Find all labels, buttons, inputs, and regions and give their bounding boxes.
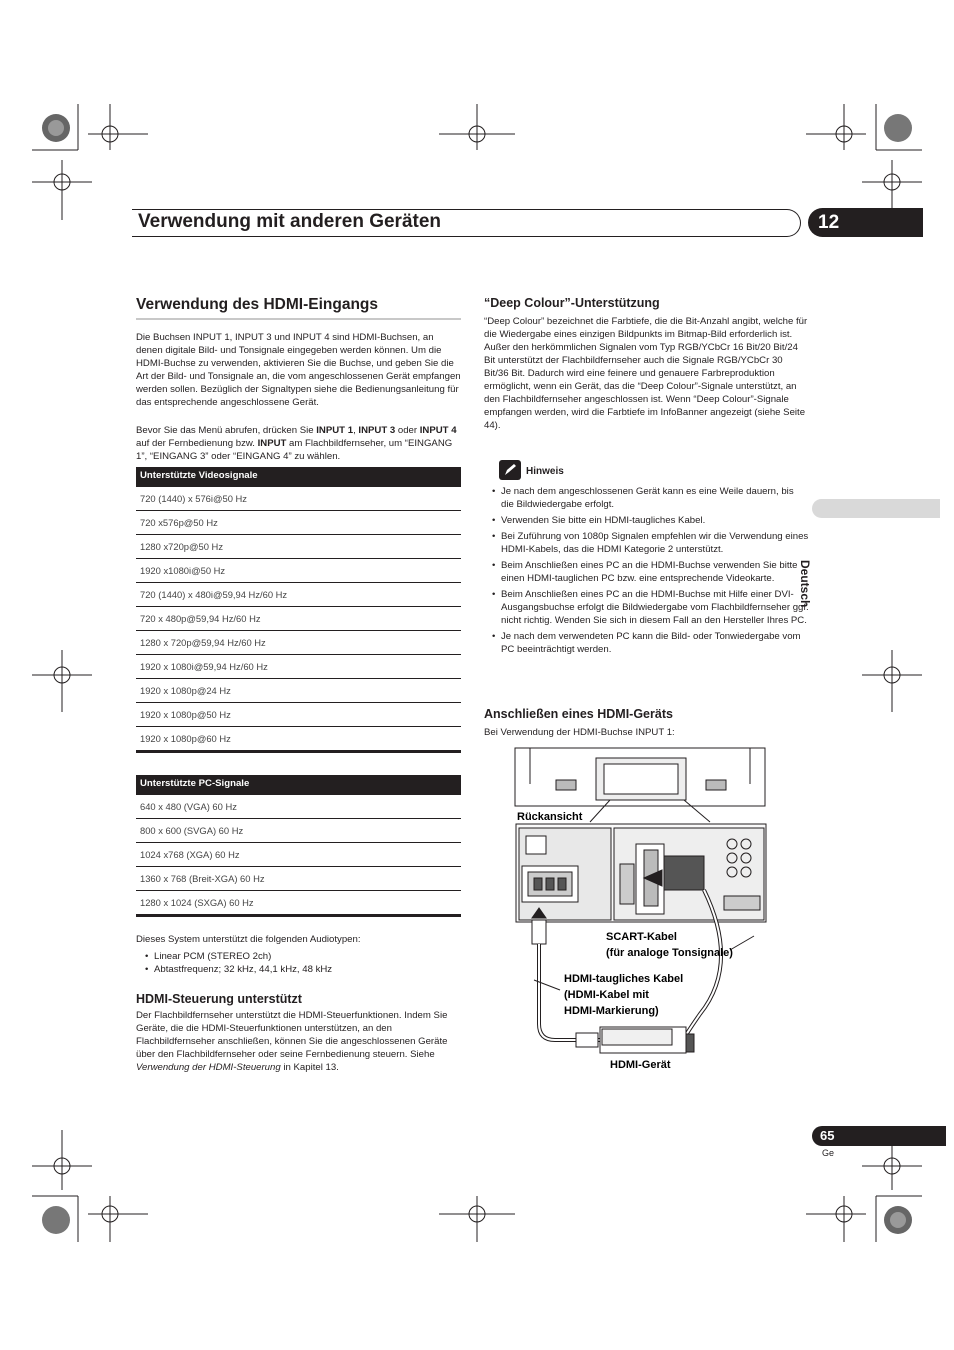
hdmi-cable-label: HDMI-taugliches Kabel xyxy=(564,973,684,985)
table-row: 800 x 600 (SVGA) 60 Hz xyxy=(136,819,461,843)
table-row: 640 x 480 (VGA) 60 Hz xyxy=(136,795,461,819)
hdmi-control-paragraph: Der Flachbildfernseher unterstützt die HDMI-Steuerfunktionen. Indem Sie Geräte, die die HDMI-Steuerfunktionen unterstützen, an den Flachbildfernseher anschließen, können Sie die angeschlossenen Geräte über den Flachbildfernseher oder seine Fernbedienung steuern. Siehe Verwendung der HDMI-Steuerung in Kapitel 13. xyxy=(136,1010,448,1073)
list-item: • Je nach dem verwendeten PC kann die Bild- oder Tonwiedergabe vom PC beeinträchtigt werden. xyxy=(484,630,809,656)
scart-cable-note: (für analoge Tonsignale) xyxy=(606,947,733,959)
intro-paragraph: Die Buchsen INPUT 1, INPUT 3 und INPUT 4 sind HDMI-Buchsen, an denen digitale Bild- und Tonsignale eingegeben werden können. Um die HDMI-Buchse zu verwenden, aktivieren Sie die Buchse, und geben Sie die Art der Bild- und Tonsignale an, die vom angeschlossenen Gerät empfangen werden sollen. Bezüglich der Signaltypen siehe die Bedienungsanleitung für das entsprechende angeschlossene Gerät. xyxy=(136,332,461,408)
audio-intro: Dieses System unterstützt die folgenden Audiotypen: xyxy=(136,934,361,945)
language-tab xyxy=(812,499,940,518)
scart-cable-label: SCART-Kabel xyxy=(606,931,677,943)
note-list xyxy=(484,485,809,656)
table-row: 1920 x 1080p@50 Hz xyxy=(136,703,461,727)
table-row: 1280 x720p@50 Hz xyxy=(136,535,461,559)
list-item: • Linear PCM (STEREO 2ch) xyxy=(137,950,462,963)
video-signals-table xyxy=(136,467,461,753)
table-row: 720 (1440) x 480i@59,94 Hz/60 Hz xyxy=(136,583,461,607)
pc-signals-table xyxy=(136,775,461,917)
list-item: • Beim Anschließen eines PC an die HDMI-Buchse mit Hilfe einer DVI-Ausgangsbuchse erfolgt die Bildwiedergabe vom Flachbildfernseher ggf. nicht richtig. Wenden Sie sich in diesem Fall an den Hersteller Ihres PC. xyxy=(484,588,809,627)
note-title: Hinweis xyxy=(526,466,564,477)
section-rule xyxy=(136,318,461,320)
hdmi-cable-note-2: HDMI-Markierung) xyxy=(564,1005,659,1017)
connect-paragraph: Bei Verwendung der HDMI-Buchse INPUT 1: xyxy=(484,727,675,738)
chapter-title: Verwendung mit anderen Geräten xyxy=(138,211,442,232)
table-row: 1280 x 1024 (SXGA) 60 Hz xyxy=(136,891,461,917)
list-item: • Bei Zuführung von 1080p Signalen empfehlen wir die Verwendung eines HDMI-Kabels, das die HDMI Kategorie 2 unterstützt. xyxy=(484,530,809,556)
audio-list xyxy=(137,950,462,976)
deep-colour-heading: “Deep Colour”-Unterstützung xyxy=(484,296,660,310)
table-row: 1920 x 1080p@60 Hz xyxy=(136,727,461,753)
connect-heading: Anschließen eines HDMI-Geräts xyxy=(484,707,673,721)
table-row: 1920 x 1080i@59,94 Hz/60 Hz xyxy=(136,655,461,679)
table-row: 720 (1440) x 576i@50 Hz xyxy=(136,487,461,511)
deep-colour-paragraph: “Deep Colour” bezeichnet die Farbtiefe, die die Bit-Anzahl angibt, welche für die Wiedergabe eines einzigen Bildpunkts im Bitmap-Bild erforderlich ist. Außer den herkömmlichen Signalen vom Typ RGB/YCbCr 16 Bit/20 Bit/24 Bit unterstützt der Flachbildfernseher auch die Signale RGB/YCbCr 30 Bit/36 Bit. Dadurch wird eine feinere und genauere Farbreproduktion ermöglicht, wenn ein Gerät, das die “Deep Colour”-Signale unterstützt, an den Flachbildfernseher angeschlossen ist. Wenn “Deep Colour”-Signale empfangen werden, wird die Farbtiefe im InfoBanner angezeigt (siehe Seite 44). xyxy=(484,316,808,431)
table-row: 1024 x768 (XGA) 60 Hz xyxy=(136,843,461,867)
rear-view-label: Rückansicht xyxy=(517,811,583,823)
table-row: 720 x 480p@59,94 Hz/60 Hz xyxy=(136,607,461,631)
table-row: 1920 x 1080p@24 Hz xyxy=(136,679,461,703)
list-item: • Abtastfrequenz; 32 kHz, 44,1 kHz, 48 kHz xyxy=(137,963,462,976)
table-row: 1280 x 720p@59,94 Hz/60 Hz xyxy=(136,631,461,655)
hdmi-control-heading: HDMI-Steuerung unterstützt xyxy=(136,992,302,1006)
chapter-number: 12 xyxy=(808,208,923,237)
table-row: 1920 x1080i@50 Hz xyxy=(136,559,461,583)
table-row: 1360 x 768 (Breit-XGA) 60 Hz xyxy=(136,867,461,891)
menu-paragraph: Bevor Sie das Menü abrufen, drücken Sie INPUT 1, INPUT 3 oder INPUT 4 auf der Fernbedienung bzw. INPUT am Flachbildfernseher, um “EINGANG 1”, “EINGANG 3” oder “EINGANG 4” zu wählen. xyxy=(136,425,457,462)
table-header: Unterstützte PC-Signale xyxy=(136,775,461,795)
connection-diagram xyxy=(510,744,770,1074)
section-title: Verwendung des HDMI-Eingangs xyxy=(136,296,378,313)
language-label: Deutsch xyxy=(798,560,812,608)
note-icon xyxy=(499,460,521,480)
hdmi-device-label: HDMI-Gerät xyxy=(610,1059,671,1071)
page-number: 65 xyxy=(812,1126,946,1146)
list-item: • Je nach dem angeschlossenen Gerät kann es eine Weile dauern, bis die Bildwiedergabe erfolgt. xyxy=(484,485,809,511)
list-item: • Beim Anschließen eines PC an die HDMI-Buchse verwenden Sie bitte einen HDMI-tauglichen PC bzw. eine entsprechende Videokarte. xyxy=(484,559,809,585)
hdmi-cable-note: (HDMI-Kabel mit xyxy=(564,989,649,1001)
page-language: Ge xyxy=(822,1148,835,1158)
list-item: • Verwenden Sie bitte ein HDMI-taugliches Kabel. xyxy=(484,514,809,527)
table-header: Unterstützte Videosignale xyxy=(136,467,461,487)
table-row: 720 x576p@50 Hz xyxy=(136,511,461,535)
